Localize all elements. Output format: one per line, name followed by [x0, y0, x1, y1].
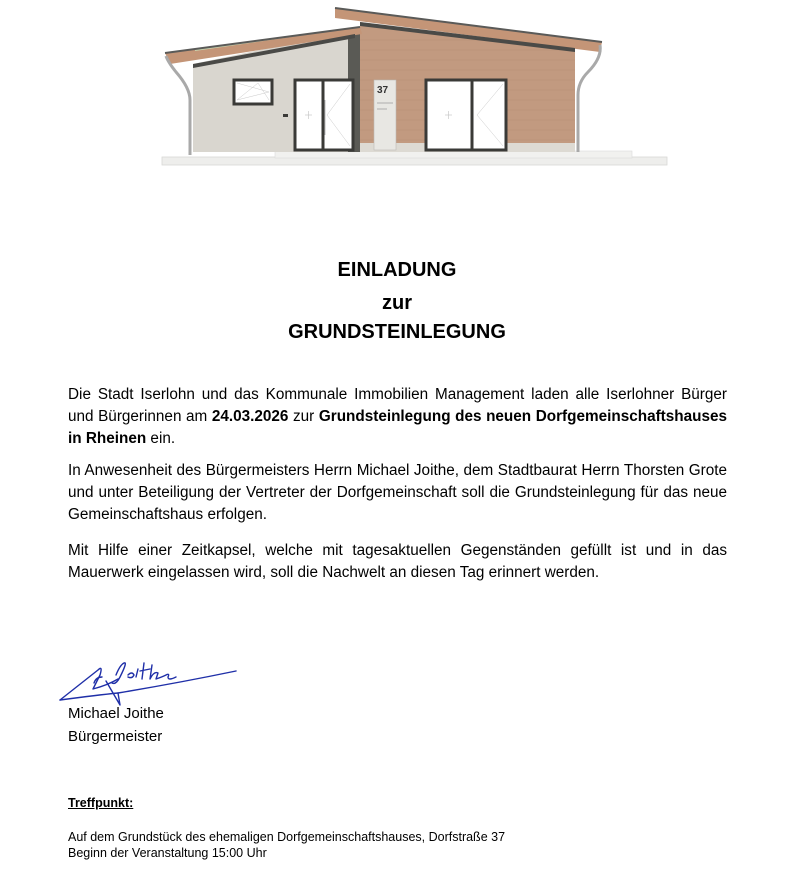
house-number: 37 — [377, 85, 389, 96]
meeting-location: Auf dem Grundstück des ehemaligen Dorfgemeinschaftshauses, Dorfstraße 37 — [68, 830, 506, 844]
meeting-time: Beginn der Veranstaltung 15:00 Uhr — [68, 846, 267, 860]
heading-einladung: EINLADUNG — [337, 259, 457, 281]
invitation-text-end: ein. — [146, 430, 176, 447]
house-illustration — [150, 0, 670, 170]
event-name: Grundsteinlegung des neuen Dorfgemeinschaftshauses in Rheinen — [68, 408, 727, 447]
signatory-role: Bürgermeister — [68, 728, 163, 745]
invitation-text-zur: zur — [288, 408, 319, 425]
heading-grundsteinlegung: GRUNDSTEINLEGUNG — [288, 321, 506, 343]
paragraph-invitation — [68, 384, 727, 450]
terrace — [275, 151, 632, 158]
signature — [58, 655, 243, 710]
doorbell — [283, 114, 288, 117]
event-date: 24.03.2026 — [211, 408, 289, 425]
heading-zur: zur — [382, 292, 412, 314]
left-downpipe — [166, 56, 190, 155]
terrace-door — [426, 80, 506, 150]
paragraph-attendees: In Anwesenheit des Bürgermeisters Herrn Michael Joithe, dem Stadtbaurat Herrn Thorsten Grote und unter Beteiligung der Vertreter der Dorfgemeinschaft soll die Grundsteinlegung für das neue Gemeinschaftshaus erfolgen. — [68, 462, 727, 523]
signatory-name: Michael Joithe — [68, 705, 164, 722]
invitation-text-start: Die Stadt Iserlohn und das Kommunale Immobilien Management laden alle Iserlohner Bürger und Bürgerinnen am — [68, 386, 727, 425]
meeting-point-label: Treffpunkt: — [68, 796, 134, 810]
paragraph-time-capsule: Mit Hilfe einer Zeitkapsel, welche mit tagesaktuellen Gegenständen gefüllt ist und in das Mauerwerk eingelassen wird, soll die Nachwelt an diesen Tag erinnert werden. — [68, 542, 727, 581]
right-downpipe — [578, 45, 600, 152]
